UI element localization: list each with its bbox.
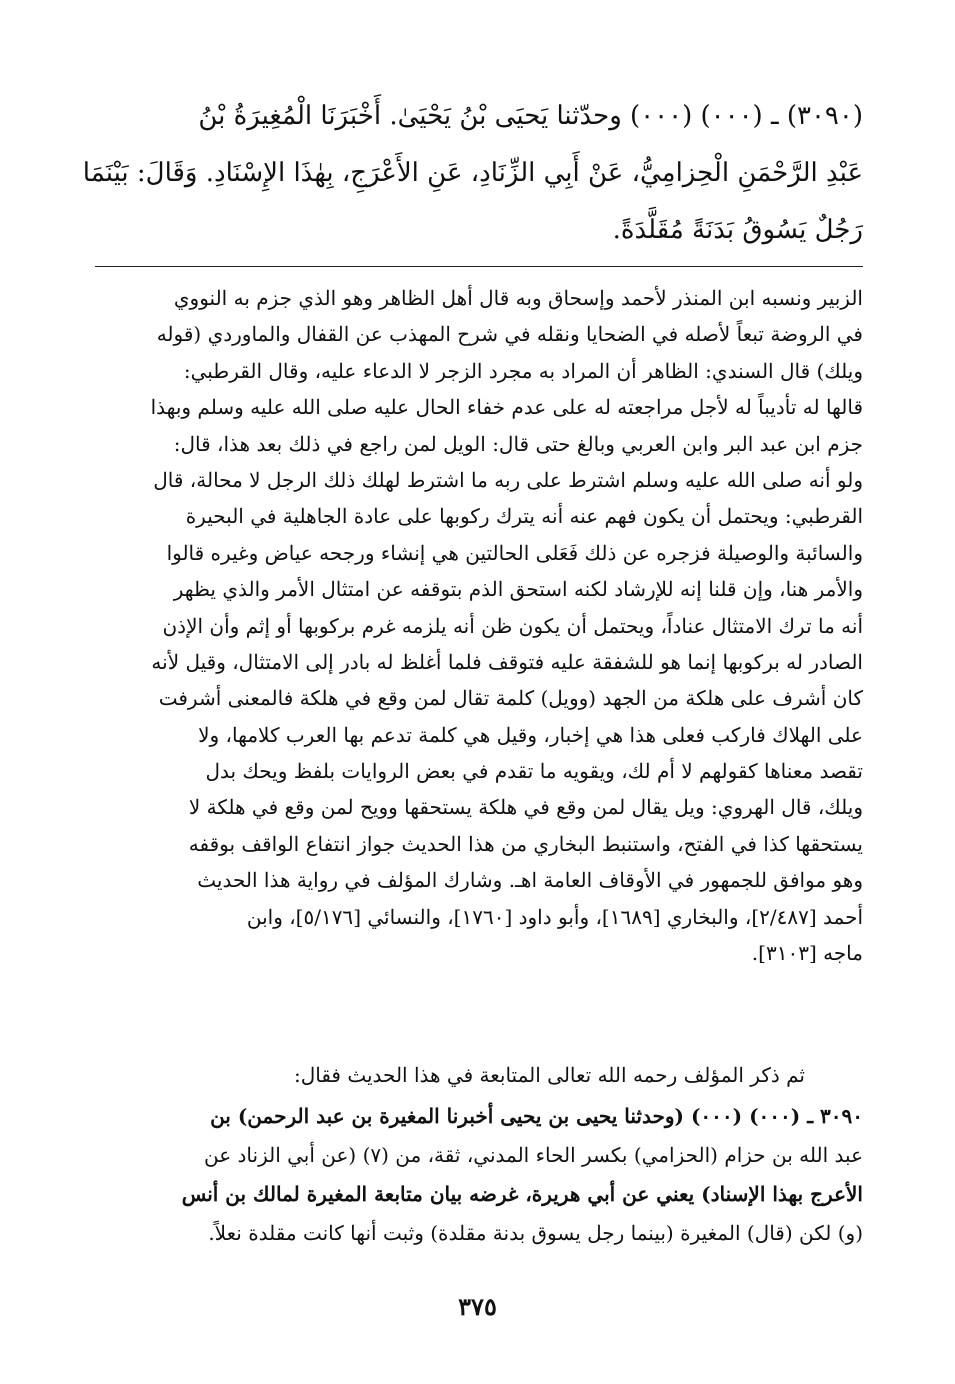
commentary-line: ماجه [٣١٠٣]. — [751, 941, 863, 966]
commentary-line: يستحقها كذا في الفتح، واستنبط البخاري من هذا الحديث جواز انتفاع الواقف بوقفه — [188, 831, 863, 856]
commentary-line: وهو موافق للجمهور في الأوقاف العامة اهـ. وشارك المؤلف في رواية هذا الحديث — [197, 868, 863, 893]
commentary-line: على الهلاك فاركب فعلى هذا هي إخبار، وقيل هي كلمة تدعم بها العرب كلامها، ولا — [198, 722, 863, 747]
intro-paragraph — [85, 1055, 805, 1095]
commentary-line: تقصد معناها كقولهم لا أم لك، ويقويه ما تقدم في بعض الروايات بلفظ ويحك بدل — [205, 759, 863, 784]
commentary-line: الزبير ونسبه ابن المنذر لأحمد وإسحاق وبه قال أهل الظاهر وهو الذي جزم به النووي — [173, 286, 863, 310]
hadith-text — [83, 88, 863, 259]
commentary-line: ويلك) قال السندي: الظاهر أن المراد به مجرد الزجر لا الدعاء عليه، وقال القرطبي: — [183, 358, 863, 383]
commentary-line: في الروضة تبعاً لأصله في الضحايا ونقله في شرح المهذب عن القفال والماوردي (قوله — [156, 322, 863, 347]
commentary-line: أنه ما ترك الامتثال عناداً، ويحتمل أن يكون ظن أنه يلزمه غرم بركوبها أو إثم وأن الإذن — [162, 613, 863, 638]
explanation-line: ٣٠٩٠ ـ (٠٠٠) (٠٠٠) (وحدثنا يحيى بن يحيى أخبرنا المغيرة بن عبد الرحمن) بن — [210, 1104, 863, 1128]
explanation-line: (و) لكن (قال) المغيرة (بينما رجل يسوق بدنة مقلدة) وثبت أنها كانت مقلدة نعلاً. — [208, 1221, 863, 1245]
explanation-line: الأعرج بهذا الإسناد) يعني عن أبي هريرة، غرضه بيان متابعة المغيرة لمالك بن أنس — [181, 1182, 863, 1206]
commentary-line: قالها له تأديباً له لأجل مراجعته له على عدم خفاء الحال عليه صلى الله عليه وسلم وبهذا — [150, 395, 863, 420]
commentary — [83, 280, 863, 971]
footnote-divider — [95, 266, 863, 267]
page-number: ٣٧٥ — [458, 1292, 497, 1321]
explanation — [83, 1097, 863, 1253]
hadith-line: عَبْدِ الرَّحْمَنِ الْحِزامِيُّ، عَنْ أَبِي الزِّنَادِ، عَنِ الأَعْرَجِ، بِهٰذَا الإِسْنَادِ. وَقَالَ: بَيْنَمَا — [82, 158, 863, 188]
commentary-line: الصادر له بركوبها إنما هو للشفقة عليه فتوقف فلما أغلظ له بادر إلى الامتثال، وقيل لأنه — [151, 649, 863, 674]
hadith-line: رَجُلٌ يَسُوقُ بَدَنَةً مُقَلَّدَةً. — [612, 215, 863, 245]
commentary-line: القرطبي: ويحتمل أن يكون فهم عنه أنه يترك ركوبها على عادة الجاهلية في البحيرة — [185, 504, 863, 529]
commentary-line: جزم ابن عبد البر وابن العربي وبالغ حتى قال: الويل لمن راجع في ذلك بعد هذا، قال: — [173, 431, 863, 456]
commentary-line: كان أشرف على هلكة من الجهد (وويل) كلمة تقال لمن وقع في هلكة فالمعنى أشرفت — [158, 686, 863, 711]
intro-line: ثم ذكر المؤلف رحمه الله تعالى المتابعة في هذا الحديث فقال: — [293, 1063, 805, 1087]
explanation-line: عبد الله بن حزام (الحزامي) بكسر الحاء المدني، ثقة، من (٧) (عن أبي الزناد عن — [203, 1143, 863, 1167]
commentary-line: ويلك، قال الهروي: ويل يقال لمن وقع في هلكة يستحقها وويح لمن وقع في هلكة لا — [188, 795, 863, 820]
commentary-line: والسائبة والوصيلة فزجره عن ذلك فَعَلى الحالتين هي إنشاء ورجحه عياض وغيره قالوا — [166, 540, 863, 565]
commentary-line: والأمر هنا، وإن قلنا إنه للإرشاد لكنه استحق الذم بتوقفه عن امتثال الأمر والذي يظهر — [173, 577, 863, 602]
hadith-line: (٣٠٩٠) ـ (٠٠٠) (٠٠٠) وحدّثنا يَحيَى بْنُ يَحْيَىٰ. أَخْبَرَنَا الْمُغِيرَةُ بْنُ — [198, 101, 863, 131]
commentary-line: ولو أنه صلى الله عليه وسلم اشترط على ربه ما اشترط لهلك ذلك الرجل لا محالة، قال — [153, 467, 863, 492]
commentary-line: أحمد [٢/٤٨٧]، والبخاري [١٦٨٩]، وأبو داود [١٧٦٠]، والنسائي [٥/١٧٦]، وابن — [246, 904, 863, 929]
